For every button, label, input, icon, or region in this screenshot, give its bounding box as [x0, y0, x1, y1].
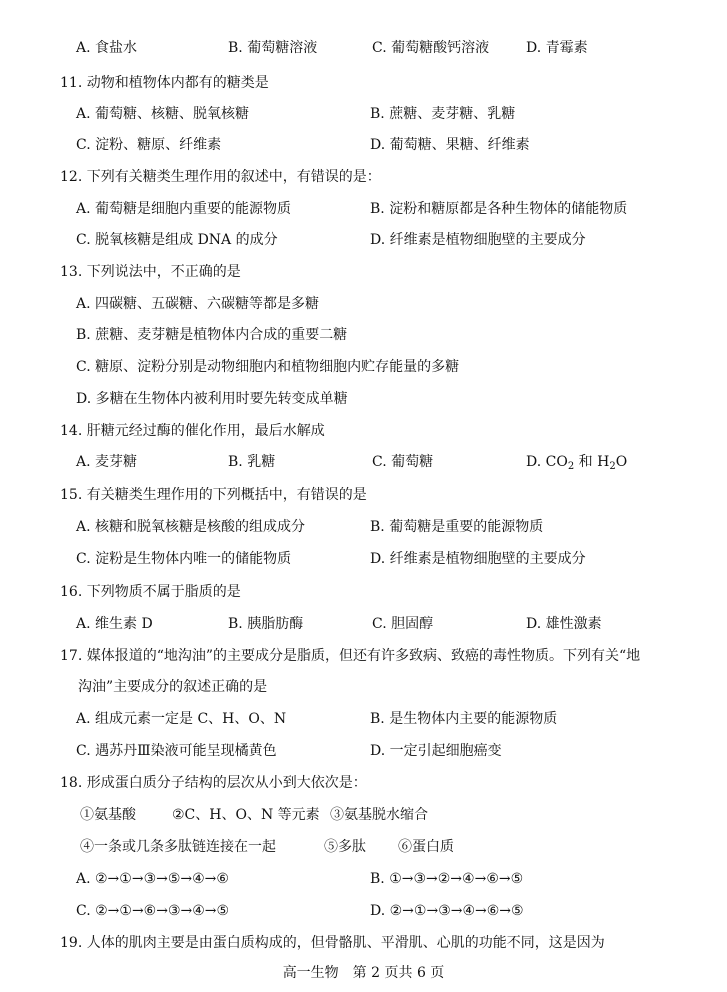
question-text: 12. 下列有关糖类生理作用的叙述中，有错误的是： — [60, 169, 381, 185]
question-text: 沟油”主要成分的叙述正确的是 — [78, 679, 268, 695]
q13-option-d: D. 多糖在生物体内被利用时要先转变成单糖 — [76, 391, 348, 407]
q17-stem-line2 — [0, 676, 727, 698]
q18-item-1: ①氨基酸 — [80, 807, 136, 823]
subscript: 2 — [567, 461, 575, 472]
q12-option-a: A. 葡萄糖是细胞内重要的能源物质 — [76, 201, 292, 217]
q11-options-row2 — [0, 134, 727, 156]
q16-options — [0, 613, 727, 635]
q14-option-a: A. 麦芽糖 — [76, 454, 138, 470]
q13-stem — [0, 261, 727, 283]
q18-option-a: A. ②→①→③→⑤→④→⑥ — [76, 871, 229, 887]
q11-stem — [0, 72, 727, 94]
q15-stem — [0, 484, 727, 506]
q11-option-c: C. 淀粉、糖原、纤维素 — [76, 137, 222, 153]
q16-option-b: B. 胰脂肪酶 — [228, 616, 304, 632]
q11-options-row1 — [0, 103, 727, 125]
q18-option-d: D. ②→①→③→④→⑥→⑤ — [370, 903, 524, 919]
q13-option-b: B. 蔗糖、麦芽糖是植物体内合成的重要二糖 — [76, 327, 348, 343]
q10-option-a: A. 食盐水 — [76, 40, 138, 56]
q10-option-b: B. 葡萄糖溶液 — [228, 40, 318, 56]
q12-option-d: D. 纤维素是植物细胞壁的主要成分 — [370, 232, 586, 248]
q18-options-row2 — [0, 900, 727, 922]
question-text: 11. 动物和植物体内都有的糖类是 — [60, 75, 269, 91]
q17-option-a: A. 组成元素一定是 C、H、O、N — [76, 711, 287, 727]
q12-option-c: C. 脱氧核糖是组成 DNA 的成分 — [76, 232, 278, 248]
q14-option-d-part: 和 H — [574, 454, 610, 470]
q17-options-row1 — [0, 708, 727, 730]
q10-options — [0, 37, 727, 59]
question-text: 17. 媒体报道的“地沟油”的主要成分是脂质，但还有许多致病、致癌的毒性物质。下列有关“地 — [60, 648, 641, 664]
q16-stem — [0, 581, 727, 603]
q14-option-c: C. 葡萄糖 — [372, 454, 434, 470]
q18-item-4: ④一条或几条多肽链连接在一起 — [80, 839, 276, 855]
q11-option-a: A. 葡萄糖、核糖、脱氧核糖 — [76, 106, 250, 122]
q18-item-6: ⑥蛋白质 — [398, 839, 454, 855]
page-footer: 高一生物 第 2 页共 6 页 — [282, 965, 445, 981]
q18-item-2: ②C、H、O、N 等元素 — [172, 807, 320, 823]
q17-option-b: B. 是生物体内主要的能源物质 — [370, 711, 558, 727]
q18-options-row1 — [0, 868, 727, 890]
q17-stem-line1 — [0, 645, 727, 667]
question-text: 19. 人体的肌肉主要是由蛋白质构成的，但骨骼肌、平滑肌、心肌的功能不同，这是因为 — [60, 935, 605, 951]
q18-option-c: C. ②→①→⑥→③→④→⑤ — [76, 903, 230, 919]
q15-option-c: C. 淀粉是生物体内唯一的储能物质 — [76, 551, 292, 567]
subscript: 2 — [609, 461, 616, 472]
q18-stem — [0, 772, 727, 794]
question-text: 18. 形成蛋白质分子结构的层次从小到大依次是： — [60, 775, 367, 791]
q14-option-d-part: D. CO — [526, 454, 568, 470]
q13-option-c-row — [0, 356, 727, 378]
q14-options — [0, 451, 727, 473]
question-text: 13. 下列说法中，不正确的是 — [60, 264, 241, 280]
q14-option-b: B. 乳糖 — [228, 454, 276, 470]
q13-option-c: C. 糖原、淀粉分别是动物细胞内和植物细胞内贮存能量的多糖 — [76, 359, 460, 375]
q18-items-row2 — [0, 836, 727, 858]
q16-option-d: D. 雄性激素 — [526, 616, 602, 632]
q12-stem — [0, 166, 727, 188]
question-text: 16. 下列物质不属于脂质的是 — [60, 584, 241, 600]
q14-option-d — [526, 451, 627, 478]
q12-options-row2 — [0, 229, 727, 251]
q13-option-a-row — [0, 293, 727, 315]
q18-item-5: ⑤多肽 — [324, 839, 366, 855]
question-text: 14. 肝糖元经过酶的催化作用，最后水解成 — [60, 423, 325, 439]
q17-option-c: C. 遇苏丹Ⅲ染液可能呈现橘黄色 — [76, 743, 277, 759]
q13-option-b-row — [0, 324, 727, 346]
q11-option-d: D. 葡萄糖、果糖、纤维素 — [370, 137, 530, 153]
q18-items-row1 — [0, 804, 727, 826]
q15-options-row1 — [0, 516, 727, 538]
q16-option-c: C. 胆固醇 — [372, 616, 434, 632]
q16-option-a: A. 维生素 D — [76, 616, 153, 632]
q18-option-b: B. ①→③→②→④→⑥→⑤ — [370, 871, 524, 887]
q17-options-row2 — [0, 740, 727, 762]
q10-option-c: C. 葡萄糖酸钙溶液 — [372, 40, 490, 56]
q15-option-b: B. 葡萄糖是重要的能源物质 — [370, 519, 544, 535]
q19-stem — [0, 932, 727, 954]
q14-option-d-part: O — [615, 454, 628, 470]
q15-option-d: D. 纤维素是植物细胞壁的主要成分 — [370, 551, 586, 567]
q15-option-a: A. 核糖和脱氧核糖是核酸的组成成分 — [76, 519, 306, 535]
q12-option-b: B. 淀粉和糖原都是各种生物体的储能物质 — [370, 201, 628, 217]
q13-option-a: A. 四碳糖、五碳糖、六碳糖等都是多糖 — [76, 296, 320, 312]
question-text: 15. 有关糖类生理作用的下列概括中，有错误的是 — [60, 487, 367, 503]
q10-option-d: D. 青霉素 — [526, 40, 588, 56]
q17-option-d: D. 一定引起细胞癌变 — [370, 743, 502, 759]
q13-option-d-row — [0, 388, 727, 410]
q18-item-3: ③氨基脱水缩合 — [330, 807, 428, 823]
q11-option-b: B. 蔗糖、麦芽糖、乳糖 — [370, 106, 516, 122]
q15-options-row2 — [0, 548, 727, 570]
q12-options-row1 — [0, 198, 727, 220]
q14-stem — [0, 420, 727, 442]
